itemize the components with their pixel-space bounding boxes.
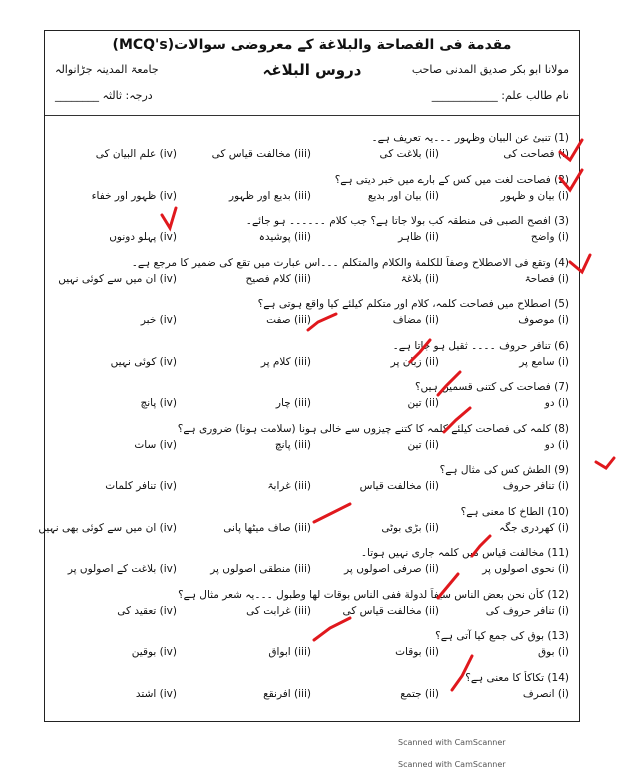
answer-option: (i) دو [544, 397, 569, 409]
question-text: (13) بوق کی جمع کیا آتی ہے؟ [435, 630, 569, 642]
option-row [38, 521, 569, 537]
question-item [53, 297, 569, 329]
answer-option: (iv) کوئی نہیں [110, 355, 177, 368]
answer-option: (iii) صفت [266, 314, 311, 326]
answer-option: (iii) پوشیدہ [258, 231, 311, 243]
exam-sheet [38, 30, 580, 722]
answer-option: (iv) ان میں سے کوئی بھی نہیں [38, 521, 177, 534]
answer-option: (i) دو [544, 438, 569, 451]
answer-option: (iii) منطقی اصولوں پر [210, 563, 311, 575]
question-item [53, 629, 569, 661]
question-item [53, 588, 569, 620]
answer-option: (ii) زبان پر [390, 355, 439, 368]
answer-option: (i) تنافر حروف [502, 480, 569, 492]
answer-option: (iii) مخالفت قیاس کی [211, 148, 311, 160]
answer-option: (iii) پانچ [274, 438, 311, 451]
question-text: (10) الطاخ کا معنی ہے؟ [460, 505, 569, 518]
answer-option: (iv) تعقید کی [117, 604, 177, 617]
question-text: (1) تنبئ عن البیان وظہور ۔۔۔یہ تعریف ہے۔ [371, 132, 569, 144]
answer-option: (iii) کلام پر [260, 355, 311, 368]
teacher-name: مولانا ابو بکر صدیق المدنی صاحب [411, 63, 569, 76]
option-row [53, 562, 569, 578]
question-text: (9) الطش کس کی مثال ہے؟ [439, 464, 569, 476]
question-item [53, 214, 569, 246]
answer-option: (i) تنافر حروف کی [485, 604, 569, 617]
answer-option: (iv) ان میں سے کوئی نہیں [58, 272, 177, 285]
question-item [53, 546, 569, 578]
answer-option: (i) بیان و ظہور [500, 189, 569, 202]
question-item [53, 380, 569, 412]
option-row [53, 355, 569, 371]
option-row [53, 687, 569, 703]
answer-option: (ii) مضاف [392, 314, 439, 326]
answer-option: (iv) پانچ [140, 397, 177, 409]
question-item [53, 671, 569, 703]
option-row [53, 230, 569, 246]
answer-option: (iv) اشتد [135, 687, 177, 700]
answer-option: (ii) بیان اور بدیع [367, 189, 439, 202]
option-row [53, 189, 569, 205]
option-row [53, 604, 569, 620]
answer-option: (i) واضح [530, 231, 569, 243]
question-text: (8) کلمہ کی فصاحت کیلئے کلمہ کا کتنے چیزوں سے خالی ہونا (سلامت ہونا) ضروری ہے؟ [177, 422, 569, 435]
answer-option: (ii) مخالفت قیاس کی [342, 604, 439, 617]
answer-option: (iii) بدیع اور ظہور [229, 189, 311, 202]
answer-option: (ii) تین [407, 397, 439, 409]
page-title: مقدمة فی الفصاحة والبلاغة کے معروضی سوالات(MCQ's) [112, 37, 512, 53]
answer-option: (iii) کلام فصیح [245, 272, 311, 285]
answer-option: (ii) تین [407, 438, 439, 451]
answer-option: (iv) خبر [140, 314, 177, 326]
answer-option: (iii) صاف میٹھا پانی [223, 521, 311, 534]
question-item [53, 463, 569, 495]
answer-option: (iv) ظہور اور خفاء [91, 189, 177, 202]
answer-option: (iv) پہلو دونوں [109, 231, 177, 243]
option-row [53, 313, 569, 329]
option-row [53, 147, 569, 163]
answer-option: (ii) بلاغت کی [379, 148, 439, 160]
answer-option: (i) سامع پر [519, 355, 569, 368]
question-item [53, 131, 569, 163]
answer-option: (ii) بڑی بوٹی [381, 521, 439, 534]
question-text: (3) افصح الصبی فی منطقہ کب بولا جاتا ہے؟ جب کلام ۔۔۔۔۔۔ ہو جائے۔ [245, 215, 569, 227]
question-item [53, 422, 569, 454]
answer-option: (iii) افرنقع [263, 687, 311, 700]
answer-option: (ii) مخالفت قیاس [359, 480, 439, 492]
answer-option: (i) فصاحت کی [503, 148, 569, 160]
question-text: (12) کأن نحن بعض الناس سیفاً لدولة ففی الناس بوقات لها وطبول ۔۔۔یہ شعر مثال ہے؟ [178, 588, 569, 601]
question-text: (14) تکاکأ کا معنی ہے؟ [465, 671, 569, 684]
answer-option: (iii) غرابت کی [246, 604, 311, 617]
answer-option: (ii) بلاغۃ [400, 272, 439, 285]
question-text: (2) فصاحت لغت میں کس کے بارے میں خبر دیتی ہے؟ [334, 173, 569, 186]
scanner-watermark-1: Scanned with CamScanner [398, 738, 506, 747]
option-row [53, 272, 569, 288]
scanner-watermark-2: Scanned with CamScanner [398, 760, 506, 769]
question-item [53, 256, 569, 288]
class-field: درجہ: ثالثہ ________ [55, 89, 153, 102]
answer-option: (iv) بوقین [131, 646, 177, 658]
option-row [53, 396, 569, 412]
answer-option: (iv) علم البیان کی [95, 148, 177, 160]
answer-option: (iii) ابواق [268, 646, 311, 658]
question-item [38, 505, 569, 537]
answer-option: (i) بوق [538, 646, 569, 658]
answer-option: (ii) ظاہر [398, 231, 439, 243]
question-text: (4) وتقع فی الاصطلاح وصفاً للکلمة والکلام والمتکلم ۔۔۔اس عبارت میں تقع کی ضمیر کا مرجع ہے۔ [131, 256, 569, 269]
tick-mark [596, 458, 614, 468]
answer-option: (i) انصرف [522, 687, 569, 700]
question-text: (5) اصطلاح میں فصاحت کلمہ، کلام اور متکلم کیلئے کیا واقع ہوتی ہے؟ [257, 298, 569, 310]
question-text: (7) فصاحت کی کتنی قسمیں ہیں؟ [414, 381, 569, 393]
answer-option: (iv) بلاغت کے اصولوں پر [67, 563, 177, 575]
answer-option: (i) موصوف [518, 314, 569, 326]
answer-option: (iv) تنافر کلمات [105, 480, 177, 492]
answer-option: (ii) جتمع [400, 687, 439, 700]
option-row [53, 479, 569, 495]
question-item [53, 339, 569, 371]
school-name: جامعۃ المدینہ جڑانوالہ [55, 63, 159, 76]
question-text: (6) تنافر حروف ۔۔۔۔ ثقیل ہو جاتا ہے۔ [392, 339, 569, 352]
option-row [53, 438, 569, 454]
header-divider [45, 115, 579, 116]
answer-option: (i) کھردری جگہ [499, 521, 569, 534]
answer-option: (ii) بوقات [395, 646, 439, 658]
answer-option: (i) فصاحۃ [524, 272, 569, 285]
answer-option: (iii) چار [275, 397, 311, 409]
book-title: دروس البلاغہ [262, 61, 362, 79]
answer-option: (ii) صرفی اصولوں پر [344, 563, 439, 575]
option-row [53, 645, 569, 661]
answer-option: (i) نحوی اصولوں پر [482, 563, 569, 575]
question-text: (11) مخالفت قیاس میں کلمہ جاری نہیں ہوتا۔ [360, 547, 569, 559]
question-item [53, 173, 569, 205]
student-name-field: نام طالب علم: ____________ [431, 89, 569, 102]
answer-option: (iv) سات [134, 438, 177, 451]
answer-option: (iii) غرابۃ [267, 480, 311, 492]
